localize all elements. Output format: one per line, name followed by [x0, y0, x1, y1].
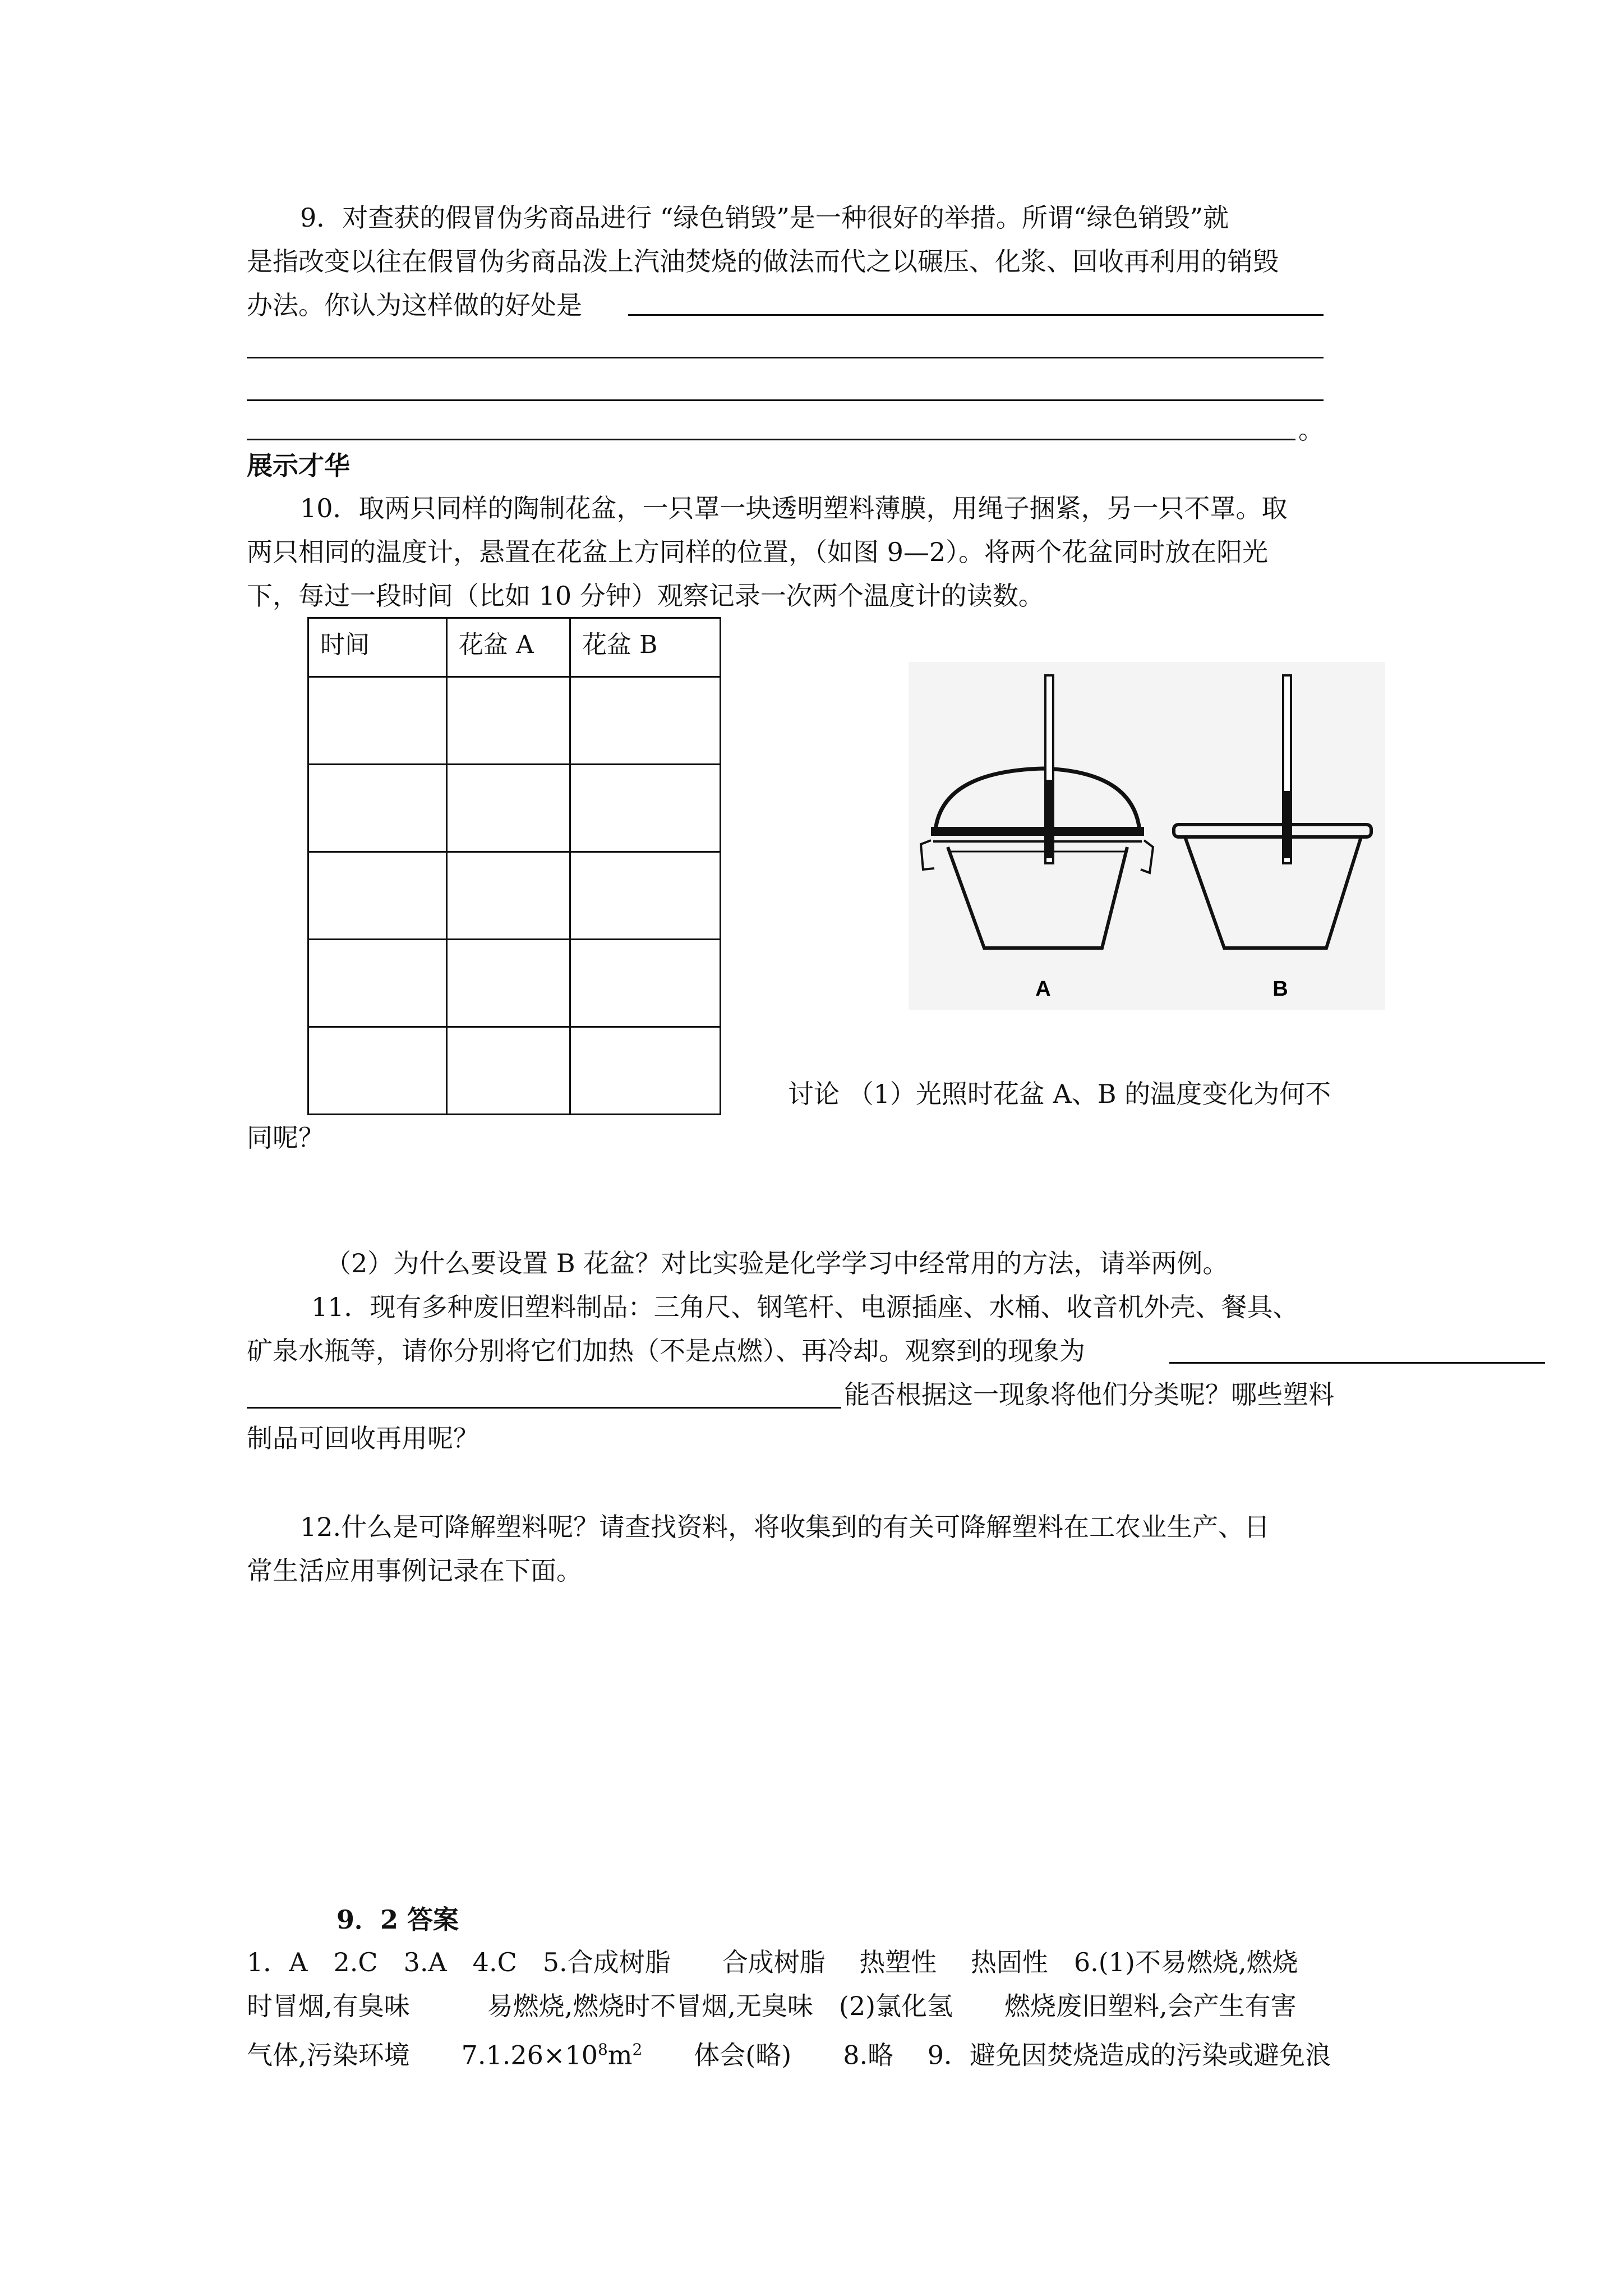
q9-end-mark: 。	[1298, 415, 1324, 445]
table-cell[interactable]	[308, 1027, 447, 1115]
q9-line-2: 是指改变以往在假冒伪劣商品泼上汽油焚烧的做法而代之以碾压、化浆、回收再利用的销毁	[247, 246, 1279, 277]
table-cell[interactable]	[447, 1027, 570, 1115]
table-cell[interactable]	[570, 852, 721, 940]
answers-line-2: 时冒烟,有臭味 易燃烧,燃烧时不冒烟,无臭味 (2)氯化氢 燃烧废旧塑料,会产生有害	[247, 1991, 1297, 2021]
answers-line-3-pre: 气体,污染环境 7.1.26×10	[247, 2040, 598, 2070]
q12-line-1: 12.什么是可降解塑料呢？请查找资料，将收集到的有关可降解塑料在工农业生产、日	[300, 1512, 1270, 1542]
section-heading: 展示才华	[247, 450, 350, 481]
table-cell[interactable]	[570, 1027, 721, 1115]
table-cell[interactable]	[447, 677, 570, 765]
answer-blank-line[interactable]	[628, 314, 1324, 316]
table-row	[308, 940, 721, 1027]
table-cell[interactable]	[570, 940, 721, 1027]
answer-blank-line[interactable]	[247, 357, 1324, 358]
table-row	[308, 765, 721, 852]
exponent-8: 8	[598, 2040, 608, 2059]
discussion-line-2: 同呢？	[247, 1122, 324, 1153]
unit-m: m	[607, 2040, 633, 2070]
table-header-time: 时间	[308, 618, 447, 677]
answers-line-3	[247, 2033, 1391, 2072]
table-header-row	[308, 618, 721, 677]
record-table	[307, 617, 721, 1115]
answer-blank-line[interactable]	[247, 399, 1324, 401]
q11-line-1: 11．现有多种废旧塑料制品：三角尺、钢笔杆、电源插座、水桶、收音机外壳、餐具、	[311, 1292, 1299, 1322]
thermometer-a	[1045, 675, 1053, 863]
table-row	[308, 852, 721, 940]
table-cell[interactable]	[308, 765, 447, 852]
q10-line-1: 10．取两只同样的陶制花盆，一只罩一块透明塑料薄膜，用绳子捆紧，另一只不罩。取	[300, 493, 1288, 523]
q11-line-3: 能否根据这一现象将他们分类呢？哪些塑料	[844, 1379, 1334, 1410]
answer-blank-line[interactable]	[247, 439, 1295, 440]
q12-line-2: 常生活应用事例记录在下面。	[247, 1556, 582, 1586]
label-pot-a: A	[1035, 977, 1051, 1001]
table-cell[interactable]	[308, 940, 447, 1027]
answers-heading: 9．2 答案	[336, 1904, 459, 1935]
answer-blank-line[interactable]	[1169, 1362, 1545, 1364]
table-cell[interactable]	[308, 852, 447, 940]
table-cell[interactable]	[447, 852, 570, 940]
q9-line-3: 办法。你认为这样做的好处是	[247, 290, 582, 320]
table-row	[308, 677, 721, 765]
thermometer-b	[1283, 675, 1291, 863]
q10-line-3: 下，每过一段时间（比如 10 分钟）观察记录一次两个温度计的读数。	[247, 581, 1044, 611]
table-cell[interactable]	[570, 765, 721, 852]
label-pot-b: B	[1272, 977, 1288, 1001]
discussion-part-2: （2）为什么要设置 B 花盆？对比实验是化学学习中经常用的方法，请举两例。	[325, 1248, 1229, 1278]
q10-line-2: 两只相同的温度计，悬置在花盆上方同样的位置，（如图 9—2）。将两个花盆同时放在阳光	[247, 537, 1269, 567]
q9-line-1: 9．对查获的假冒伪劣商品进行 “绿色销毁”是一种很好的举措。所谓“绿色销毁”就	[300, 203, 1229, 233]
answers-line-1: 1．A 2.C 3.A 4.C 5.合成树脂 合成树脂 热塑性 热固性 6.(1)不易燃烧,燃烧	[247, 1947, 1298, 1977]
table-cell[interactable]	[447, 940, 570, 1027]
answers-line-3-post: 体会(略) 8.略 9．避免因焚烧造成的污染或避免浪	[642, 2040, 1331, 2070]
table-header-pot-a: 花盆 A	[447, 618, 570, 677]
table-row	[308, 1027, 721, 1115]
flower-pot-diagram	[909, 662, 1385, 1010]
answer-blank-line[interactable]	[247, 1407, 841, 1409]
table-cell[interactable]	[308, 677, 447, 765]
q11-line-2: 矿泉水瓶等，请你分别将它们加热（不是点燃）、再冷却。观察到的现象为	[247, 1336, 1085, 1366]
table-cell[interactable]	[570, 677, 721, 765]
q11-line-4: 制品可回收再用呢？	[247, 1423, 479, 1453]
discussion-line-1: 讨论 （1）光照时花盆 A、B 的温度变化为何不	[788, 1079, 1331, 1109]
table-header-pot-b: 花盆 B	[570, 618, 721, 677]
exponent-2: 2	[632, 2040, 643, 2059]
table-cell[interactable]	[447, 765, 570, 852]
